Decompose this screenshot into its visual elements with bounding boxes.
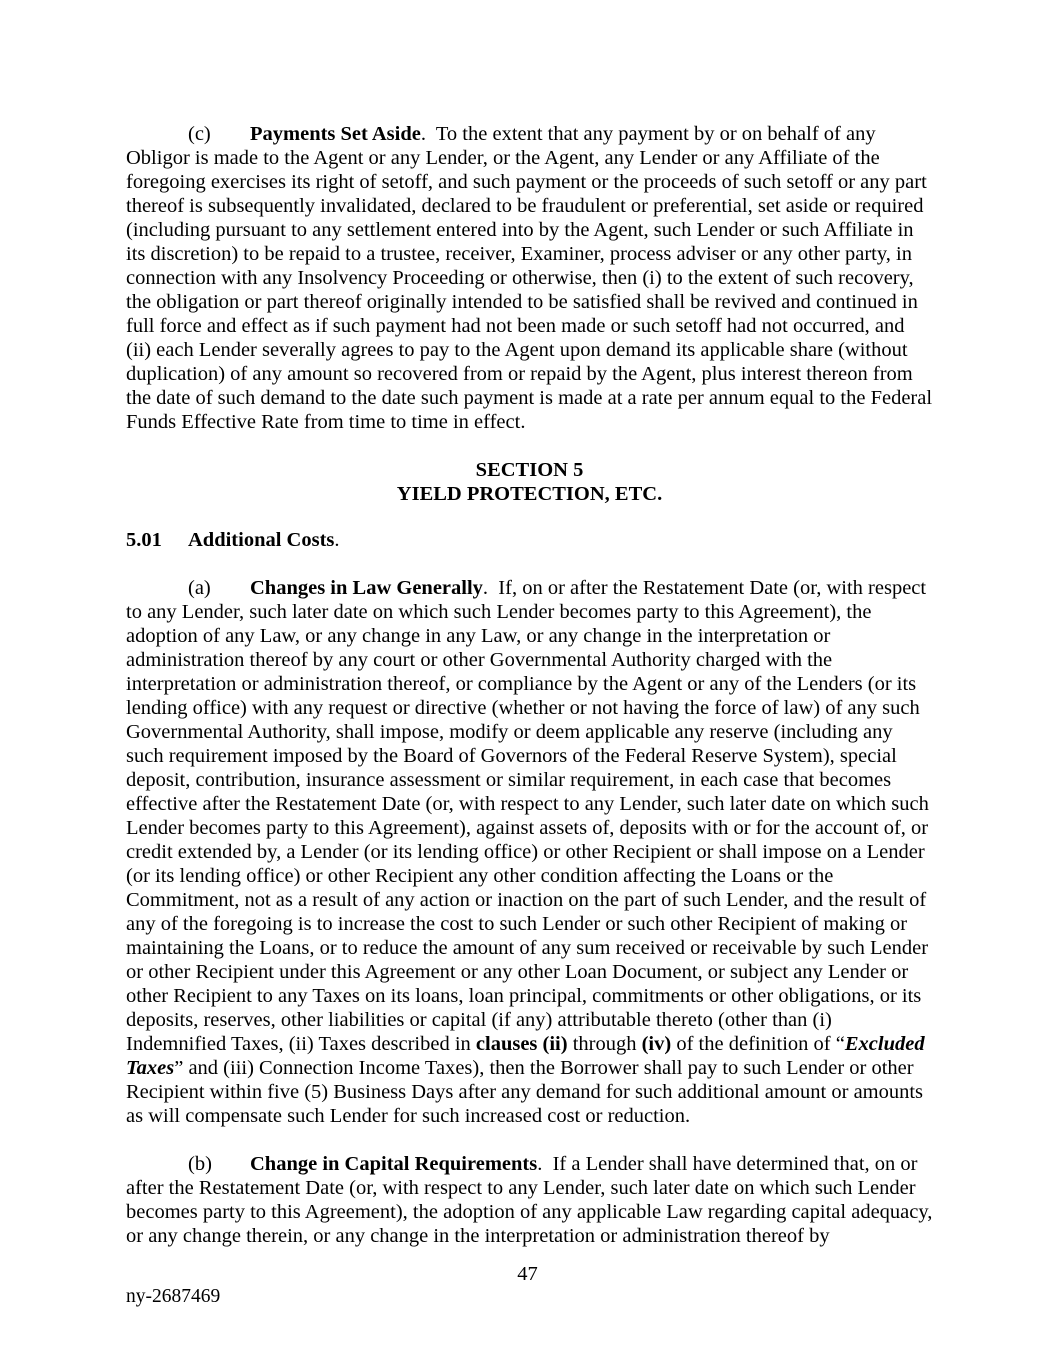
paragraph-a-changes-in-law-generally: (a) Changes in Law Generally. If, on or after the Restatement Date (or, with respect to any Lender, such later date on which such Lender becomes party to this Agreement), the adoption of any Law, or any change in any Law, or any change in the interpretation or administration thereof by any court or other Governmental Authority charged with the interpretation or administration thereof, or compliance by the Agent or any of the Lenders (or its lending office) with any request or directive (whether or not having the force of law) of any such Governmental Authority, shall impose, modify or deem applicable any reserve (including any such requirement imposed by the Board of Governors of the Federal Reserve System), special deposit, contribution, insurance assessment or similar requirement, in each case that becomes effective after the Restatement Date (or, with respect to any Lender, such later date on which such Lender becomes party to this Agreement), against assets of, deposits with or for the account of, or credit extended by, a Lender (or its lending office) or other Recipient or shall impose on a Lender (or its lending office) or other Recipient any other condition affecting the Loans or the Commitment, not as a result of any action or inaction on the part of such Lender, and the result of any of the foregoing is to increase the cost to such Lender or such other Recipient of making or maintaining the Loans, or to reduce the amount of any sum received or receivable by such Lender or other Recipient under this Agreement or any other Loan Document, or subject any Lender or other Recipient to any Taxes on its loans, loan principal, commitments or other obligations, or its deposits, reserves, other liabilities or capital (if any) attributable thereto (other than (i) Indemnified Taxes, (ii) Taxes described in clauses (ii) through (iv) of the definition of “Excluded Taxes” and (iii) Connection Income Taxes), then the Borrower shall pay to such Lender or other Recipient within five (5) Business Days after any demand for such additional amount or amounts as will compensate such Lender for such increased cost or reduction. xyxy=(126,577,934,1127)
page-number: 47 xyxy=(517,1263,538,1285)
section-title: YIELD PROTECTION, ETC. xyxy=(396,483,663,505)
heading-5-01-additional-costs: 5.01 Additional Costs. xyxy=(126,529,340,551)
document-content xyxy=(126,122,938,1272)
paragraph-b-change-in-capital-requirements: (b) Change in Capital Requirements. If a Lender shall have determined that, on or after the Restatement Date (or, with respect to any Lender, such later date on which such Lender becomes party to this Agreement), the adoption of any applicable Law regarding capital adequacy, or any change therein, or any change in the interpretation or administration thereof by xyxy=(126,1153,938,1247)
section-number: SECTION 5 xyxy=(475,459,584,481)
doc-id-footer: ny-2687469 xyxy=(126,1286,221,1307)
section-5-heading xyxy=(126,458,933,506)
paragraph-c-payments-set-aside: (c) Payments Set Aside. To the extent that any payment by or on behalf of any Obligor is made to the Agent or any Lender, or the Agent, any Lender or any Affiliate of the foregoing exercises its right of setoff, and such payment or the proceeds of such setoff or any part thereof is subsequently invalidated, declared to be fraudulent or preferential, set aside or required (including pursuant to any settlement entered into by the Agent, such Lender or such Affiliate in its discretion) to be repaid to a trustee, receiver, Examiner, process adviser or any other party, in connection with any Insolvency Proceeding or otherwise, then (i) to the extent of such recovery, the obligation or part thereof originally intended to be satisfied shall be revived and continued in full force and effect as if such payment had not been made or such setoff had not occurred, and (ii) each Lender severally agrees to pay to the Agent upon demand its applicable share (without duplication) of any amount so recovered from or repaid by the Agent, plus interest thereon from the date of such demand to the date such payment is made at a rate per annum equal to the Federal Funds Effective Rate from time to time in effect. xyxy=(126,123,938,433)
